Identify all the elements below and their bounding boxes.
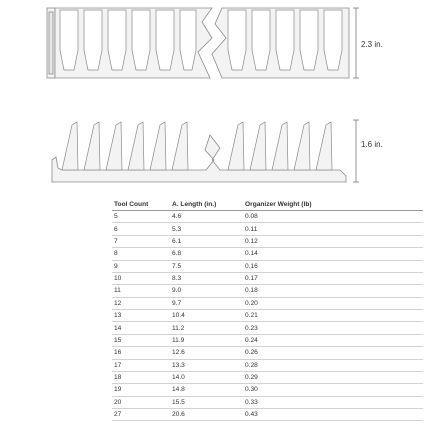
cell-length: 15.5 (170, 396, 243, 408)
cell-length: 11.2 (170, 322, 243, 334)
cell-length: 11.9 (170, 334, 243, 346)
cell-length: 5.3 (170, 223, 243, 235)
table-row (112, 235, 423, 247)
cell-tool-count: 11 (112, 285, 170, 297)
cell-tool-count: 8 (112, 248, 170, 260)
socket-slot (156, 10, 174, 70)
cell-tool-count: 10 (112, 272, 170, 284)
cell-length: 9.0 (170, 285, 243, 297)
cell-tool-count: 7 (112, 235, 170, 247)
socket-slot (132, 10, 150, 70)
cell-weight: 0.30 (243, 384, 423, 396)
table-row (112, 272, 423, 284)
table-row (112, 322, 423, 334)
cell-tool-count: 16 (112, 347, 170, 359)
cell-length: 10.4 (170, 310, 243, 322)
organizer-tooth (84, 122, 100, 170)
socket-slot (180, 10, 196, 70)
cell-tool-count: 12 (112, 297, 170, 309)
table-header-row (112, 199, 423, 211)
organizer-tooth (62, 122, 78, 170)
cell-tool-count: 20 (112, 396, 170, 408)
cell-tool-count: 9 (112, 260, 170, 272)
socket-slot (108, 10, 126, 70)
height-label-side-view: 1.6 in. (361, 140, 383, 149)
cell-weight: 0.33 (243, 396, 423, 408)
socket-slot (84, 10, 102, 70)
cell-length: 14.8 (170, 384, 243, 396)
socket-slot (324, 10, 342, 70)
cell-weight: 0.21 (243, 310, 423, 322)
cell-length: 12.6 (170, 347, 243, 359)
header-weight: Organizer Weight (lb) (243, 199, 423, 211)
cell-length: 7.5 (170, 260, 243, 272)
header-tool-count: Tool Count (112, 199, 170, 211)
table-row (112, 396, 423, 408)
table-row (112, 384, 423, 396)
socket-slot (228, 10, 246, 70)
cell-weight: 0.11 (243, 223, 423, 235)
cell-length: 20.6 (170, 409, 243, 421)
socket-slot (276, 10, 294, 70)
table-row (112, 248, 423, 260)
table-row (112, 260, 423, 272)
cell-length: 6.1 (170, 235, 243, 247)
table-row (112, 211, 423, 223)
cell-tool-count: 17 (112, 359, 170, 371)
cell-weight: 0.16 (243, 260, 423, 272)
cell-length: 6.8 (170, 248, 243, 260)
cell-tool-count: 6 (112, 223, 170, 235)
organizer-tooth (272, 122, 288, 170)
table-row (112, 223, 423, 235)
cell-weight: 0.17 (243, 272, 423, 284)
organizer-tooth (250, 122, 266, 170)
table-row (112, 347, 423, 359)
organizer-tooth (228, 122, 244, 170)
table-row (112, 409, 423, 421)
end-cap-left-inner (49, 12, 53, 74)
table-body (112, 211, 423, 421)
cell-tool-count: 27 (112, 409, 170, 421)
cell-tool-count: 15 (112, 334, 170, 346)
cell-weight: 0.28 (243, 359, 423, 371)
cell-weight: 0.29 (243, 371, 423, 383)
organizer-tooth (128, 122, 144, 170)
cell-tool-count: 18 (112, 371, 170, 383)
organizer-tooth (172, 122, 188, 170)
cell-tool-count: 14 (112, 322, 170, 334)
cell-tool-count: 13 (112, 310, 170, 322)
socket-slot (252, 10, 270, 70)
cell-weight: 0.12 (243, 235, 423, 247)
cell-weight: 0.14 (243, 248, 423, 260)
table-row (112, 334, 423, 346)
cell-length: 13.3 (170, 359, 243, 371)
table-row (112, 371, 423, 383)
cell-length: 4.6 (170, 211, 243, 223)
table-row (112, 285, 423, 297)
cell-length: 14.0 (170, 371, 243, 383)
organizer-tooth (294, 122, 310, 170)
socket-slot (300, 10, 318, 70)
cell-length: 9.7 (170, 297, 243, 309)
organizer-tooth (106, 122, 122, 170)
table-row (112, 310, 423, 322)
socket-slot (60, 10, 78, 70)
cell-length: 8.3 (170, 272, 243, 284)
header-length: A. Length (in.) (170, 199, 243, 211)
cell-weight: 0.20 (243, 297, 423, 309)
cell-tool-count: 5 (112, 211, 170, 223)
organizer-diagram (0, 0, 430, 196)
cell-tool-count: 19 (112, 384, 170, 396)
cell-weight: 0.26 (243, 347, 423, 359)
cell-weight: 0.43 (243, 409, 423, 421)
cell-weight: 0.18 (243, 285, 423, 297)
table-row (112, 297, 423, 309)
height-label-top-view: 2.3 in. (361, 40, 383, 49)
spec-table (112, 199, 423, 421)
organizer-tooth (150, 122, 166, 170)
cell-weight: 0.24 (243, 334, 423, 346)
table-row (112, 359, 423, 371)
cell-weight: 0.08 (243, 211, 423, 223)
cell-weight: 0.23 (243, 322, 423, 334)
organizer-tooth (316, 122, 332, 170)
